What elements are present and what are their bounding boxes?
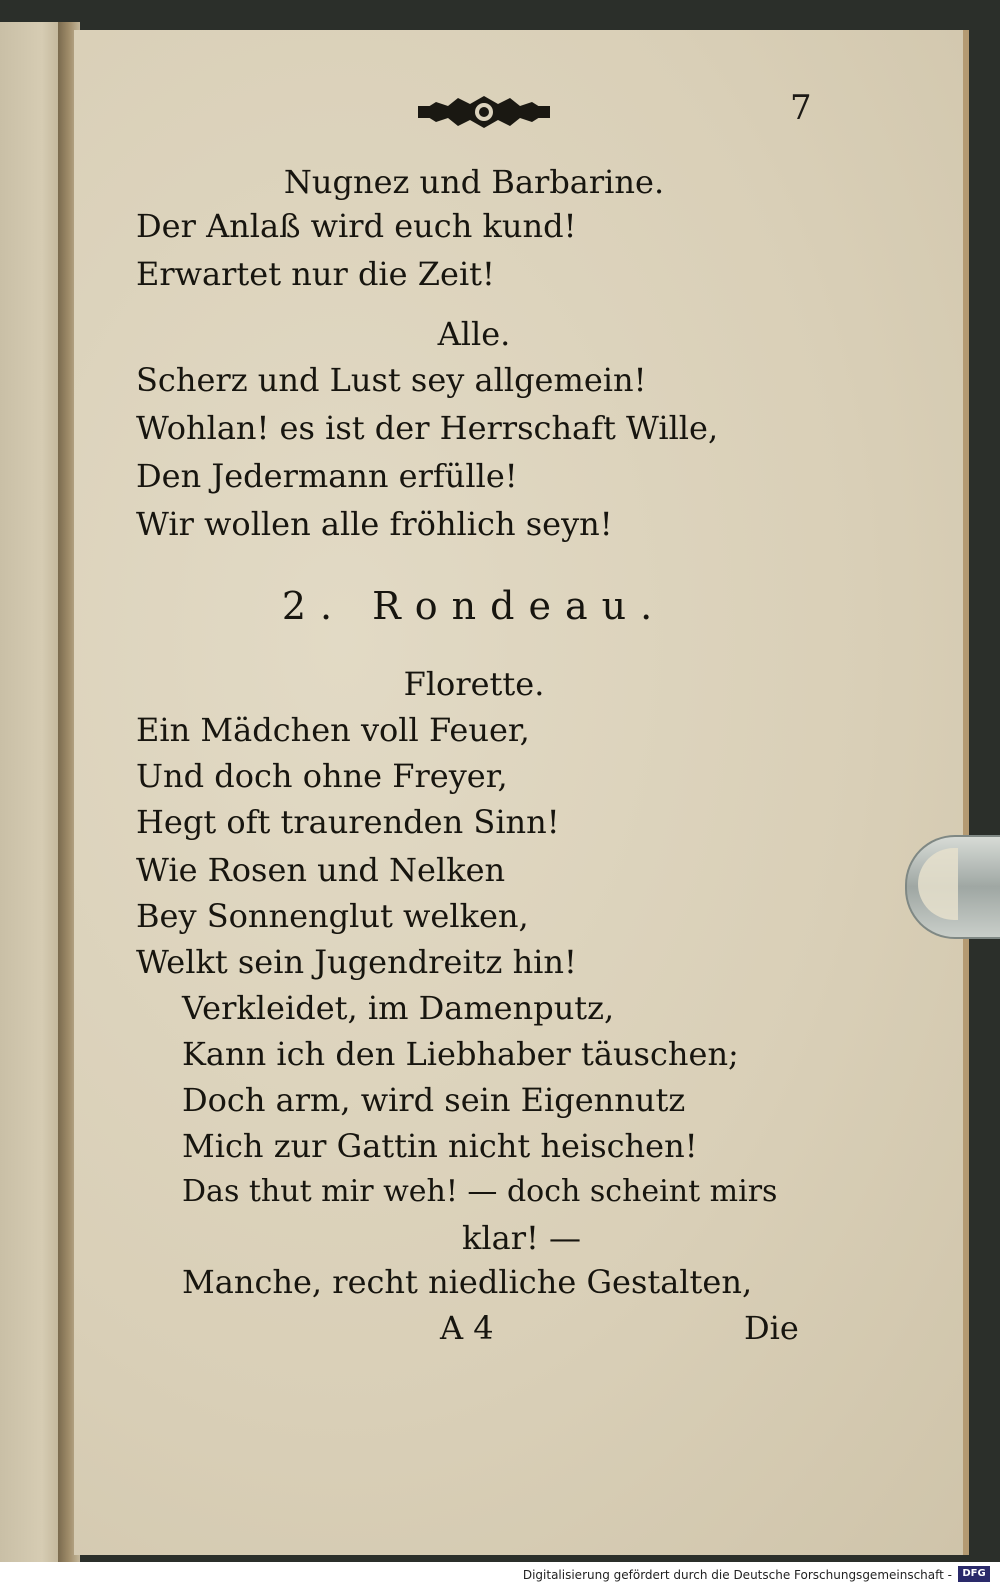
ornament-icon xyxy=(418,92,550,132)
signature-mark: A 4 xyxy=(440,1309,494,1347)
verse-line: Und doch ohne Freyer, xyxy=(136,757,508,795)
verse-line: Erwartet nur die Zeit! xyxy=(136,255,495,293)
verse-line: Hegt oft traurenden Sinn! xyxy=(136,803,560,841)
verse-line: Bey Sonnenglut welken, xyxy=(136,897,529,935)
section-heading: 2. Rondeau. xyxy=(281,584,667,628)
verse-line: Verkleidet, im Damenputz, xyxy=(182,989,615,1027)
catchword: Die xyxy=(744,1309,799,1347)
footer-credit: Digitalisierung gefördert durch die Deutsche Forschungsgemeinschaft - xyxy=(522,1568,952,1582)
verse-line: Scherz und Lust sey allgemein! xyxy=(136,361,647,399)
verse-line: Ein Mädchen voll Feuer, xyxy=(136,711,530,749)
verse-line: Doch arm, wird sein Eigennutz xyxy=(182,1081,686,1119)
verse-line: klar! — xyxy=(462,1219,582,1257)
verse-line: Wohlan! es ist der Herrschaft Wille, xyxy=(136,409,719,447)
speaker-name: Florette. xyxy=(403,665,545,703)
verse-line: Den Jedermann erfülle! xyxy=(136,457,518,495)
page-number: 7 xyxy=(790,88,812,128)
dfg-logo: DFG xyxy=(958,1566,990,1582)
verse-line: Der Anlaß wird euch kund! xyxy=(136,207,577,245)
verse-line: Kann ich den Liebhaber täuschen; xyxy=(182,1035,739,1073)
verse-line: Welkt sein Jugendreitz hin! xyxy=(136,943,577,981)
verse-line: Das thut mir weh! — doch scheint mirs xyxy=(182,1174,778,1209)
verse-line: Manche, recht niedliche Gestalten, xyxy=(182,1263,753,1301)
verse-line: Wir wollen alle fröhlich seyn! xyxy=(136,505,613,543)
verse-line: Wie Rosen und Nelken xyxy=(136,851,506,889)
speaker-name: Alle. xyxy=(437,315,511,353)
speaker-name: Nugnez und Barbarine. xyxy=(283,163,665,201)
verse-line: Mich zur Gattin nicht heischen! xyxy=(182,1127,698,1165)
